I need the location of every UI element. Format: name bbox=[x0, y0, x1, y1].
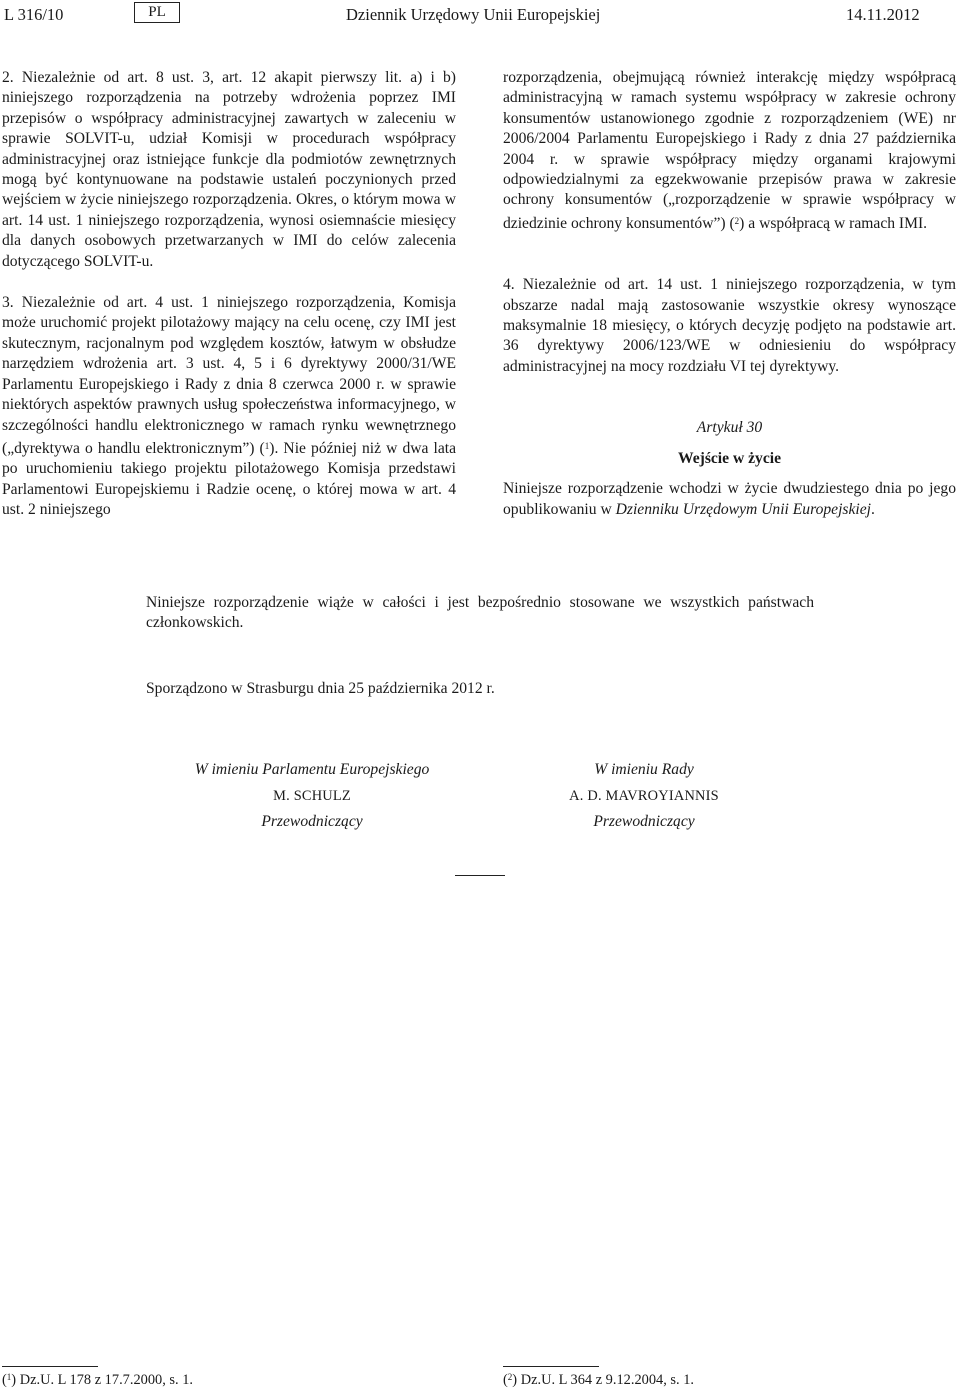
article-number: Artykuł 30 bbox=[696, 419, 763, 437]
signature-council bbox=[484, 757, 804, 835]
footnote-1-mark: 1 bbox=[6, 1372, 12, 1382]
paragraph-2: 2. Niezależnie od art. 8 ust. 3, art. 12 akapit pierwszy lit. a) i b) niniejszego rozporządzenia na potrzeby wdrożenia poprzez IMI przepisów o współpracy administracyjnej zawartych w zaleceniu w sprawie SOLVIT-u, udział Komisji w procedurach współpracy administracyjnej oraz istniejące funkcje dla podmiotów zewnętrznych mogą być kontynuowane na podstawie ustaleń poczynionych przed wejściem w życie niniejszego rozporządzenia. Okres, o którym mowa w art. 14 ust. 1 niniejszego rozporządzenia, wynosi osiemnaście miesięcy dla danych osobowych przetwarzanych w IMI do celów zalecenia dotyczącego SOLVIT-u. bbox=[2, 69, 456, 270]
signature-council-name: A. D. MAVROYIANNIS bbox=[569, 788, 719, 804]
footnote-divider-left bbox=[2, 1366, 98, 1367]
signature-council-on-behalf: W imieniu Rady bbox=[594, 761, 694, 778]
paragraph-4: 4. Niezależnie od art. 14 ust. 1 niniejszego rozporządzenia, w tym obszarze nadal mają zastosowanie wszystkie okresy wynoszące maksymalnie 18 miesięcy, o których decyzję podjęto na podstawie art. 36 dyrektywy 2006/123/WE w odniesieniu do współpracy administracyjnej na mocy rozdziału VI tej dyrektywy. bbox=[503, 276, 956, 375]
footnote-1: ($^1$) Dz.U. L 178 z 17.7.2000, s. 1. bbox=[2, 1372, 194, 1388]
footnote-ref-2[interactable]: 2 bbox=[734, 215, 740, 226]
continued-text-b: ) a współpracą w ramach IMI. bbox=[739, 214, 928, 232]
article-text-a: Niniejsze rozporządzenie wchodzi w życie dwudziestego dnia po jego opublikowaniu w bbox=[503, 480, 956, 518]
footnote-2-text: Dz.U. L 364 z 9.12.2004, s. 1. bbox=[517, 1372, 695, 1388]
page-reference: L 316/10 bbox=[4, 5, 64, 24]
footnote-divider-right bbox=[503, 1366, 599, 1367]
journal-name: Dzienniku Urzędowym Unii Europejskiej bbox=[615, 500, 872, 518]
footnote-2: ($^2$) Dz.U. L 364 z 9.12.2004, s. 1. bbox=[503, 1372, 695, 1388]
journal-title: Dziennik Urzędowy Unii Europejskiej bbox=[346, 5, 601, 24]
signature-council-role: Przewodniczący bbox=[593, 813, 695, 830]
issue-date: 14.11.2012 bbox=[846, 5, 920, 24]
article-title: Wejście w życie bbox=[677, 449, 782, 467]
right-column bbox=[503, 68, 956, 520]
end-separator bbox=[455, 875, 505, 876]
footnote-1-text: Dz.U. L 178 z 17.7.2000, s. 1. bbox=[16, 1372, 194, 1388]
signature-parliament-name: M. SCHULZ bbox=[273, 788, 351, 804]
paragraph-3 bbox=[2, 293, 456, 520]
signature-parliament-on-behalf: W imieniu Parlamentu Europejskiego bbox=[194, 761, 430, 778]
paragraph-3-text-b: ). Nie później niż w dwa lata po uruchomieniu takiego projektu pilotażowego Komisja przedstawi Parlamentowi Europejskiemu i Radzie ocenę, o której mowa w art. 4 ust. 2 niniejszego bbox=[2, 439, 456, 519]
article-text bbox=[503, 479, 956, 520]
place-and-date: Sporządzono w Strasburgu dnia 25 października 2012 r. bbox=[146, 680, 495, 697]
footnote-2-mark: 2 bbox=[507, 1372, 513, 1382]
paragraph-3-text-a: 3. Niezależnie od art. 4 ust. 1 niniejszego rozporządzenia, Komisja może uruchomić projekt pilotażowy mający na celu ocenę, czy IMI jest skutecznym, racjonalnym pod względem kosztów, łatwym w obsłudze narzędziem wdrożenia art. 3 ust. 4, 5 i 6 dyrektywy 2000/31/WE Parlamentu Europejskiego i Rady z dnia 8 czerwca 2000 r. w sprawie niektórych aspektów prawnych usług społeczeństwa informacyjnego, w szczególności handlu elektronicznego w ramach rynku wewnętrznego („dyrektywa o handlu elektronicznym”) ( bbox=[2, 294, 456, 457]
paragraph-3-continued bbox=[503, 68, 956, 234]
footnote-ref-1[interactable]: 1 bbox=[264, 440, 270, 451]
language-badge: PL bbox=[134, 2, 180, 23]
continued-text-a: rozporządzenia, obejmującą również interakcję między współpracą administracyjną w ramach systemu współpracy w zakresie ochrony konsumentów ustanowionego zgodnie z rozporządzeniem (WE) nr 2006/2004 Parlamentu Europejskiego i Rady z dnia 27 października 2004 r. w sprawie współpracy między organami krajowymi odpowiedzialnymi za egzekwowanie przepisów prawa w zakresie ochrony konsumentów („rozporządzenie w sprawie współpracy w dziedzinie ochrony konsumentów”) ( bbox=[503, 69, 956, 232]
article-text-b: . bbox=[871, 500, 875, 518]
binding-clause: Niniejsze rozporządzenie wiąże w całości i jest bezpośrednio stosowane we wszystkich państwach członkowskich. bbox=[146, 594, 814, 632]
left-column bbox=[2, 68, 456, 521]
signature-parliament-role: Przewodniczący bbox=[261, 813, 363, 830]
signature-parliament bbox=[152, 757, 472, 835]
